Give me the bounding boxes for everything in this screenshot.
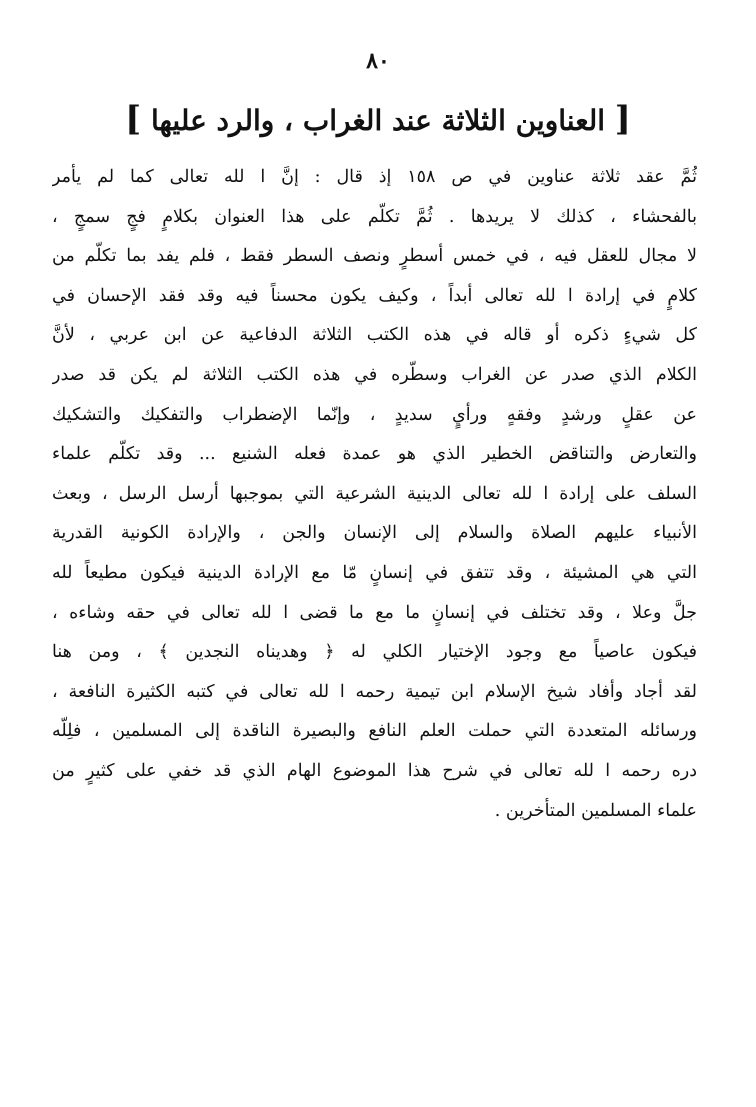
body-text <box>52 158 697 831</box>
text-line: كلامٍ في إرادة ا لله تعالى أبداً ، وكيف يكون محسناً فيه وقد فقد الإحسان في <box>52 285 697 306</box>
text-line: لقد أجاد وأفاد شيخ الإسلام ابن تيمية رحمه ا لله تعالى في كتبه الكثيرة النافعة ، <box>52 681 697 702</box>
text-line: التي هي المشيئة ، وقد تتفق في إنسانٍ مّا مع الإرادة الدينية فيكون مطيعاً لله <box>52 562 697 583</box>
text-line: فيكون عاصياً مع وجود الإختيار الكلي له ﴿ وهديناه النجدين ﴾ ، ومن هنا <box>52 642 697 663</box>
section-heading <box>110 94 646 144</box>
text-line: علماء المسلمين المتأخرين . <box>494 800 697 821</box>
text-line: الكلام الذي صدر عن الغراب وسطّره في هذه الكتب الثلاثة لم يكن قد صدر <box>52 364 697 385</box>
text-line: عن عقلٍ ورشدٍ وفقهٍ ورأيٍ سديدٍ ، وإنّما الإضطراب والتفكيك والتشكيك <box>52 404 697 425</box>
heading-open-bracket: [ <box>614 99 631 139</box>
heading-text: العناوين الثلاثة عند الغراب ، والرد عليها <box>150 104 606 137</box>
text-line: بالفحشاء ، كذلك لا يريدها . ثُمَّ تكلّم على هذا العنوان بكلامٍ فجٍ سمجٍ ، <box>52 206 697 227</box>
text-line: ورسائله المتعددة التي حملت العلم النافع والبصيرة الناقدة إلى المسلمين ، فلِلّه <box>52 721 697 742</box>
text-line: جلَّ وعلا ، وقد تختلف في إنسانٍ ما مع ما قضى ا لله تعالى في حقه وشاءه ، <box>52 602 697 623</box>
text-line: دره رحمه ا لله تعالى في شرح هذا الموضوع الهام الذي قد خفي على كثيرٍ من <box>52 760 697 781</box>
text-line: الأنبياء عليهم الصلاة والسلام إلى الإنسان والجن ، والإرادة الكونية القدرية <box>52 523 697 544</box>
text-line: السلف على إرادة ا لله تعالى الدينية الشرعية التي بموجبها أرسل الرسل ، وبعث <box>52 483 697 504</box>
page-number: ٨٠ <box>366 48 390 74</box>
text-line: والتعارض والتناقض الخطير الذي هو عمدة فعله الشنيع ... وقد تكلّم علماء <box>52 444 697 465</box>
text-line: لا مجال للعقل فيه ، في خمس أسطرٍ ونصف السطر فقط ، فلم يفد بما تكلّم من <box>52 246 697 267</box>
text-line: ثُمَّ عقد ثلاثة عناوين في ص ١٥٨ إذ قال : إنَّ ا لله تعالى كما لم يأمر <box>52 167 697 187</box>
heading-close-bracket: ] <box>125 99 142 139</box>
text-line: كل شيءٍ ذكره أو قاله في هذه الكتب الثلاثة الدفاعية عن ابن عربي ، لأنَّ <box>52 325 697 346</box>
